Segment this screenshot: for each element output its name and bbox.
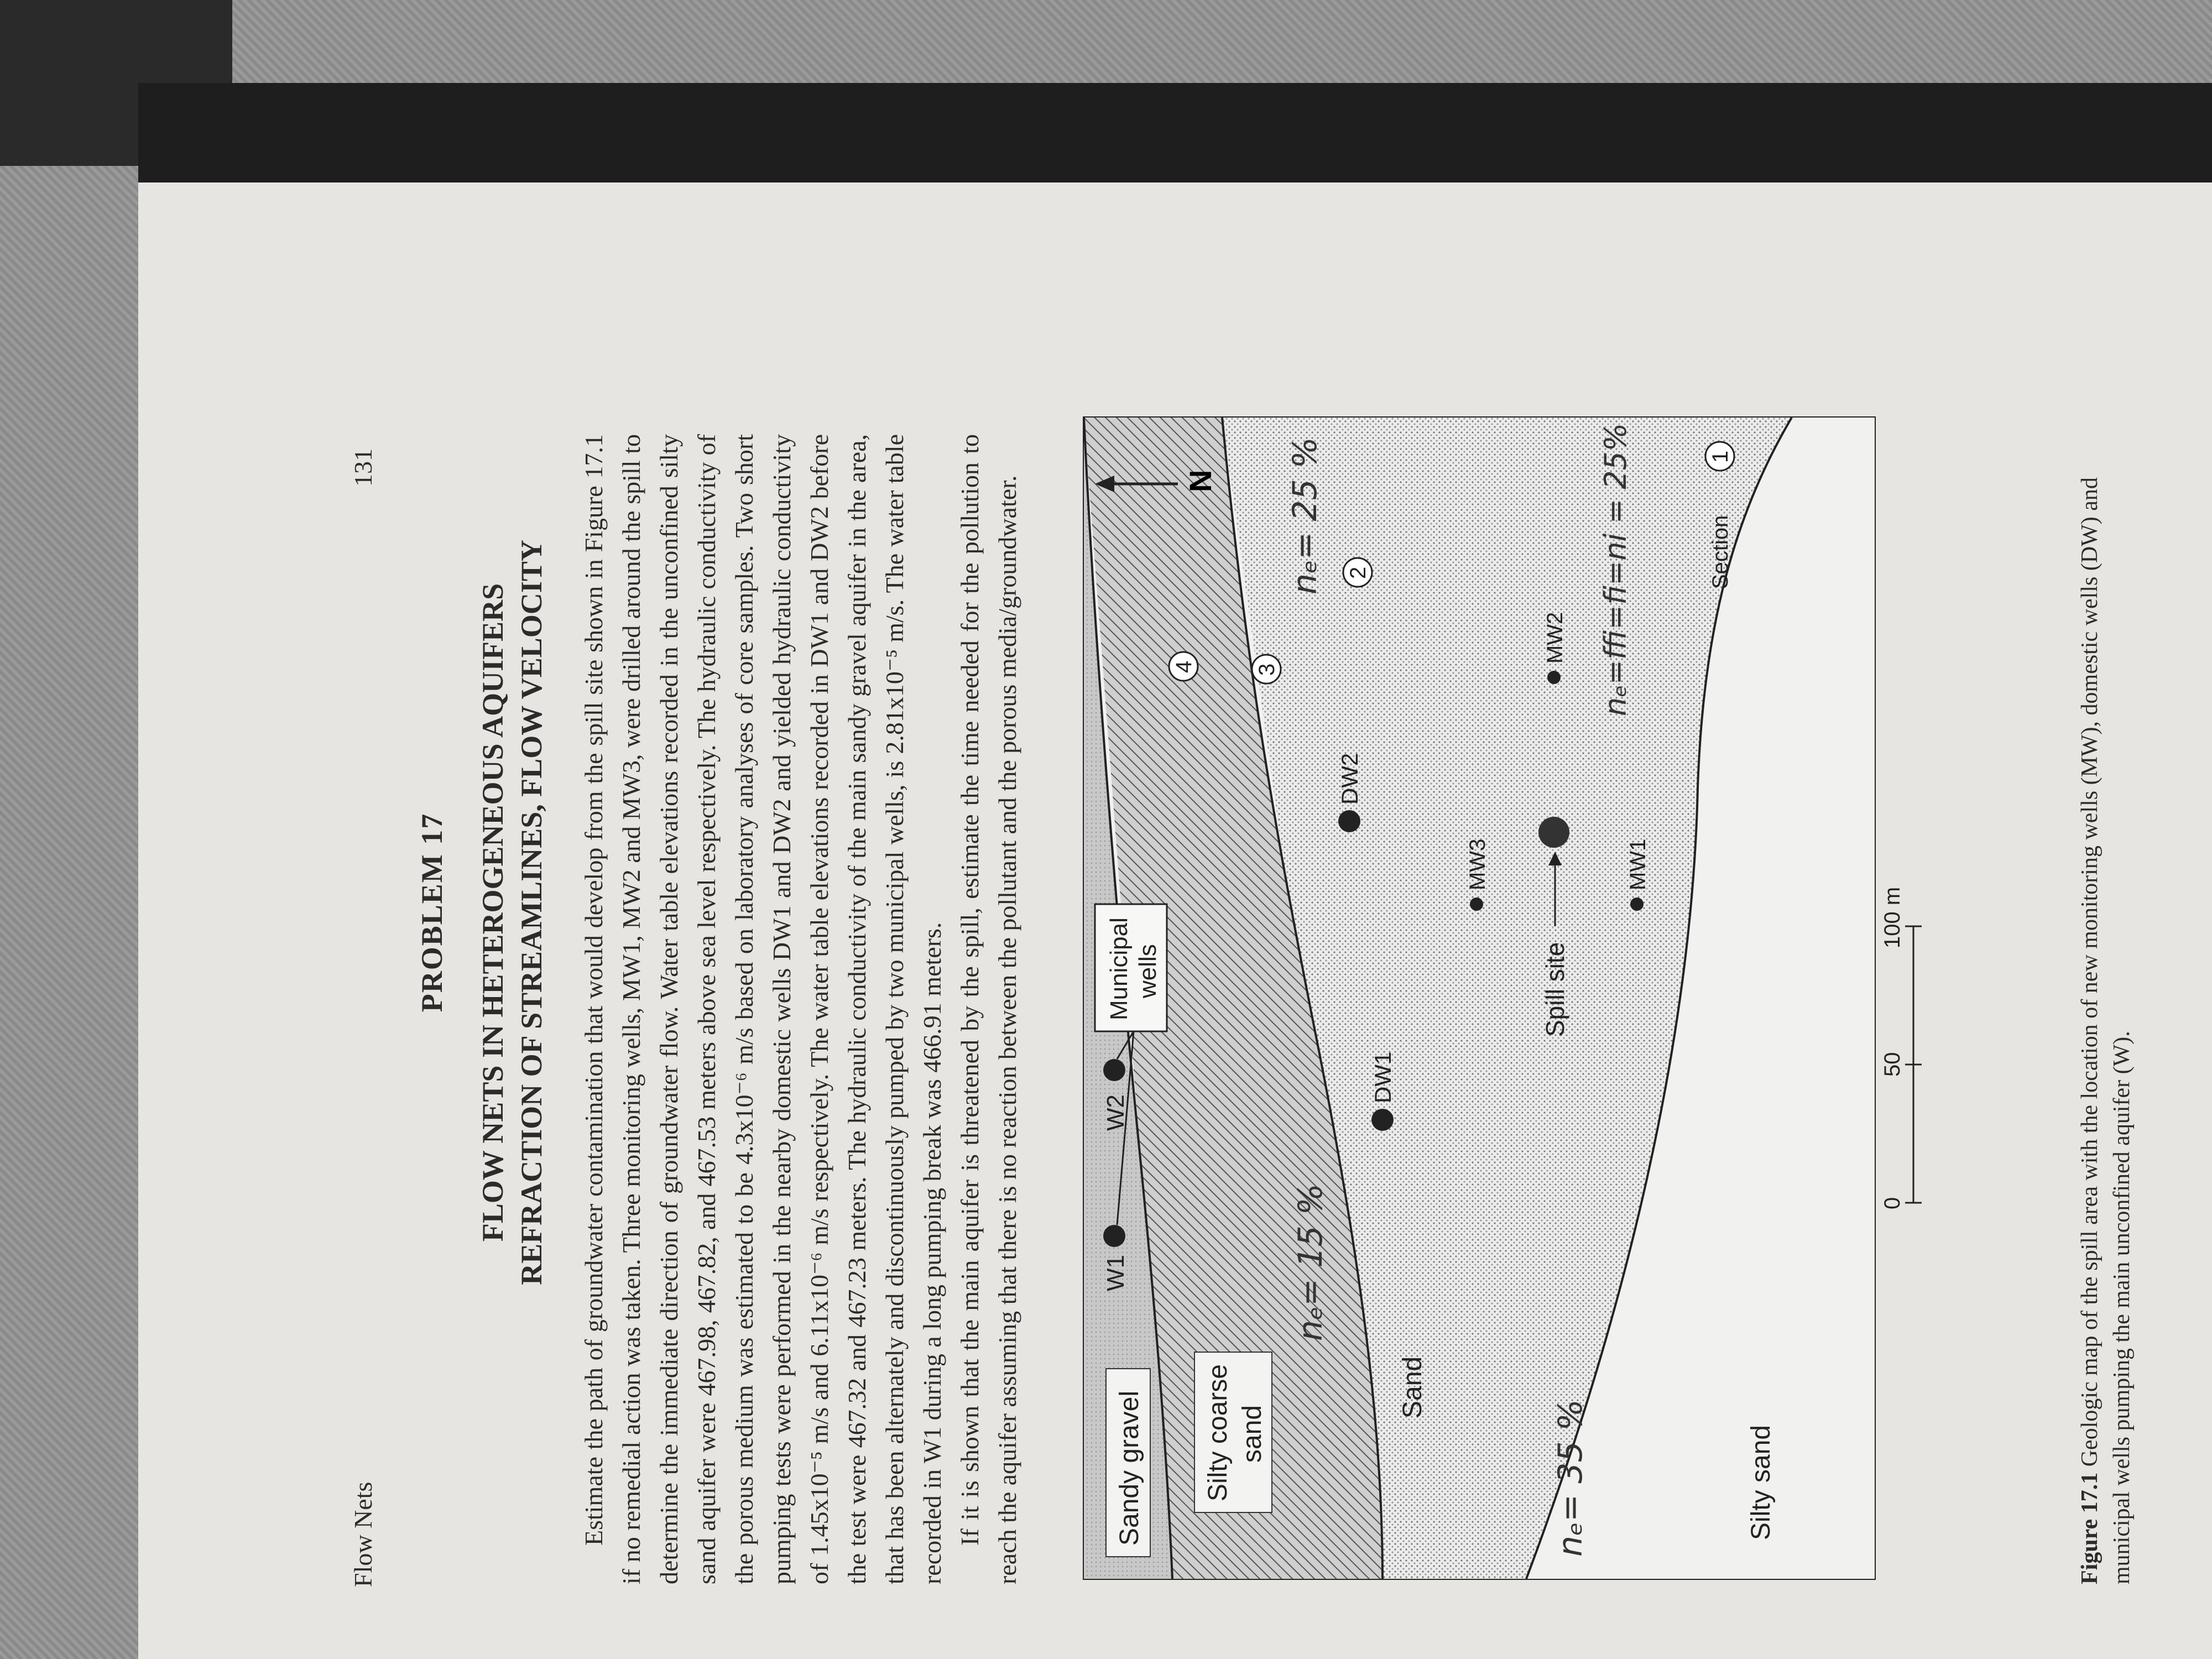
well-mw3-marker bbox=[1470, 898, 1483, 911]
paragraph-1: Estimate the path of groundwater contamination that would develop from the spill site shown in Figure 17.1 if no remedial action was taken. Three monitoring wells, MW1, MW2 and MW3, were drilled around the spill to determine the immediate direction of groundwater flow. Water table elevations recorded in the unconfined silty sand aquifer were 467.98, 467.82, and 467.53 meters above sea level respectively. The hydraulic conductivity of the porous medium was estimated to be 4.3x10⁻⁶ m/s based on laboratory analyses of core samples. Two short pumping tests were performed in the nearby domestic wells DW1 and DW2 and yielded hydraulic conductivity of 1.45x10⁻⁵ m/s and 6.11x10⁻⁶ m/s respectively. The water table elevations recorded in DW1 and DW2 before the test were 467.32 and 467.23 meters. The hydraulic conductivity of the main sandy gravel aquifer in the area, that has been alternately and discontinuously pumped by two municipal wells, is 2.81x10⁻⁵ m/s. The water table recorded in W1 during a long pumping break was 466.91 meters. bbox=[580, 434, 946, 1584]
section-2: 2 bbox=[1346, 566, 1370, 579]
section-3: 3 bbox=[1255, 663, 1279, 676]
title-line-2: REFRACTION OF STREAMLINES, FLOW VELOCITY bbox=[515, 540, 548, 1285]
well-w1-marker bbox=[1103, 1225, 1125, 1247]
section-label: Section bbox=[1708, 515, 1733, 589]
label-sandy-gravel: Sandy gravel bbox=[1115, 1390, 1144, 1546]
label-mw1: MW1 bbox=[1626, 838, 1650, 890]
scale-0: 0 bbox=[1880, 1197, 1905, 1209]
page-number: 131 bbox=[349, 448, 377, 487]
geologic-map bbox=[1073, 406, 2057, 1590]
scale-100: 100 m bbox=[1880, 886, 1905, 948]
handwritten-n-sand: nₑ= 35 % bbox=[1551, 1399, 1590, 1557]
north-label: N bbox=[1183, 469, 1218, 492]
scale-bar bbox=[1880, 887, 1922, 1209]
label-municipal: Municipal bbox=[1105, 917, 1133, 1020]
label-dw1: DW1 bbox=[1370, 1051, 1396, 1103]
title-line-1: FLOW NETS IN HETEROGENEOUS AQUIFERS bbox=[476, 583, 509, 1242]
scale-50: 50 bbox=[1880, 1052, 1905, 1077]
figure-caption bbox=[2074, 423, 2138, 1584]
label-spill-site: Spill site bbox=[1541, 942, 1569, 1037]
label-silty-sand: Silty sand bbox=[1746, 1425, 1776, 1540]
rotated-page-content bbox=[155, 188, 2195, 1637]
handwritten-n-silty: nₑ=ffi=fi=ni = 25% bbox=[1598, 422, 1633, 716]
problem-heading: PROBLEM 17 bbox=[415, 812, 448, 1013]
label-silty-coarse-1: Silty coarse bbox=[1203, 1364, 1233, 1501]
label-mw3: MW3 bbox=[1465, 838, 1490, 890]
handwritten-n-gravel: nₑ= 25 % bbox=[1286, 437, 1324, 594]
well-dw2-marker bbox=[1338, 810, 1360, 832]
well-dw1-marker bbox=[1371, 1109, 1394, 1131]
label-dw2: DW2 bbox=[1337, 753, 1363, 805]
paragraph-2: If it is shown that the main aquifer is threatened by the spill, estimate the time needed for the pollution to reach the aquifer assuming that there is no reaction between the pollutant and the porous media/groundwater. bbox=[956, 434, 1021, 1584]
label-w1: W1 bbox=[1102, 1255, 1129, 1291]
label-sand: Sand bbox=[1398, 1356, 1427, 1418]
label-silty-coarse-2: sand bbox=[1238, 1405, 1267, 1463]
caption-text: Geologic map of the spill area with the location of new monitoring wells (MW), domestic wells (DW) and municipal wells pumping the main unconfined aquifer (W). bbox=[2077, 477, 2135, 1584]
section-1: 1 bbox=[1708, 450, 1733, 463]
well-mw2-marker bbox=[1547, 671, 1561, 684]
running-header: Flow Nets bbox=[349, 1481, 377, 1587]
section-4: 4 bbox=[1172, 660, 1196, 673]
book-page bbox=[138, 182, 2212, 1659]
figure-17-1 bbox=[1073, 406, 2057, 1590]
label-mw2: MW2 bbox=[1543, 612, 1567, 664]
handwritten-n-coarse: nₑ= 15 % bbox=[1291, 1183, 1330, 1341]
label-w2: W2 bbox=[1102, 1094, 1129, 1131]
caption-label: Figure 17.1 bbox=[2077, 1472, 2103, 1584]
spill-site-marker bbox=[1538, 817, 1569, 848]
well-mw1-marker bbox=[1630, 898, 1644, 911]
well-w2-marker bbox=[1103, 1059, 1125, 1081]
problem-text bbox=[575, 434, 1026, 1584]
label-wells: wells bbox=[1134, 944, 1161, 998]
